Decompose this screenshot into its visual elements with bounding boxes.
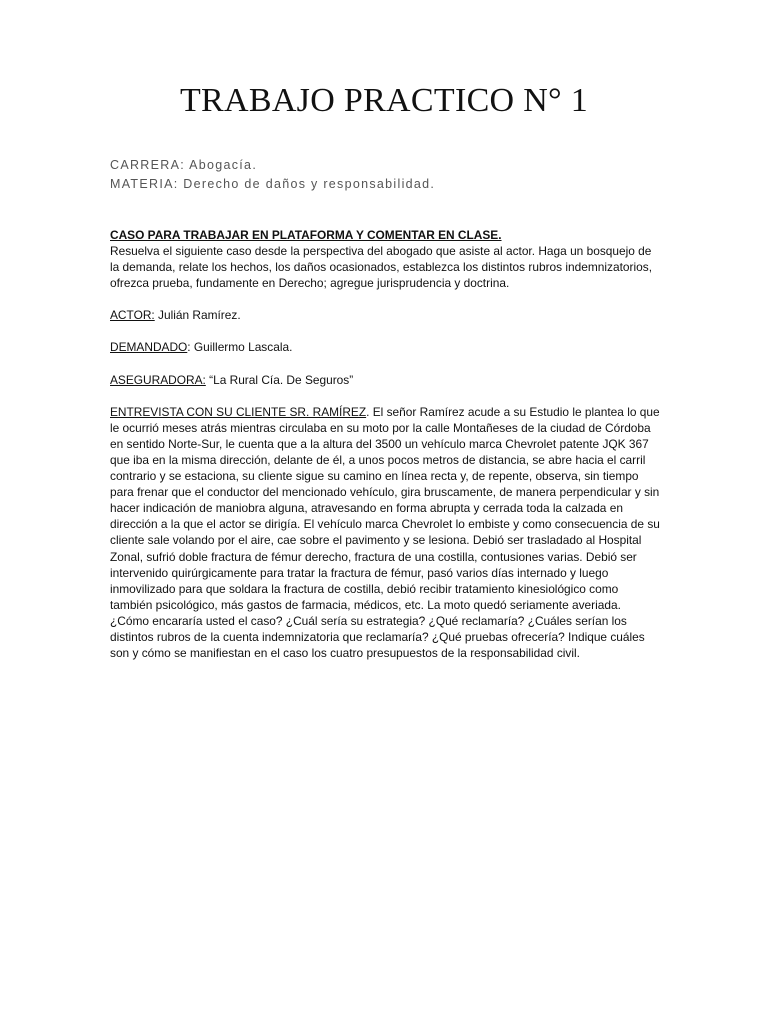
document-body (110, 227, 662, 661)
carrera-label: CARRERA: (110, 158, 185, 172)
actor-label: ACTOR: (110, 308, 155, 323)
actor-value: Julián Ramírez. (154, 308, 241, 323)
case-heading: CASO PARA TRABAJAR EN PLATAFORMA Y COMENTAR EN CLASE. (110, 228, 502, 242)
entrevista-label: ENTREVISTA CON SU CLIENTE SR. RAMÍREZ (110, 404, 367, 419)
actor-paragraph (110, 307, 662, 323)
carrera-value: Abogacía. (189, 158, 258, 172)
instructions-paragraph: Resuelva el siguiente caso desde la perspectiva del abogado que asiste al actor. Haga un bosquejo de la demanda, relate los hechos, los daños ocasionados, establezca los distintos rubros indemnizatorios, ofrezca prueba, fundamente en Derecho; agregue jurisprudencia y doctrina. (110, 244, 652, 291)
materia-value: Derecho de daños y responsabilidad. (183, 177, 436, 191)
course-info (110, 156, 670, 194)
demandado-label: DEMANDADO (110, 340, 188, 355)
aseguradora-paragraph (110, 372, 662, 388)
carrera-line (110, 156, 670, 175)
materia-line (110, 175, 670, 194)
aseguradora-value: “La Rural Cía. De Seguros” (205, 372, 354, 387)
questions-paragraph: ¿Cómo encararía usted el caso? ¿Cuál sería su estrategia? ¿Qué reclamaría? ¿Cuáles serían los distintos rubros de la cuenta indemnizatoria que reclamaría? ¿Qué pruebas ofrecería? Indique cuáles son y cómo se manifiestan en el caso los cuatro presupuestos de la responsabilidad civil. (110, 613, 645, 661)
entrevista-text: . El señor Ramírez acude a su Estudio le plantea lo que le ocurrió meses atrás mientras circulaba en su moto por la calle Montañeses de la ciudad de Córdoba en sentido Norte-Sur, le cuenta que a la altura del 3500 un vehículo marca Chevrolet patente JQK 367 que iba en la misma dirección, delante de él, a unos pocos metros de distancia, se abre hacia el carril contrario y se estaciona, su cliente sigue su camino en línea recta y, de repente, observa, sin tiempo para frenar que el conductor del mencionado vehículo, gira bruscamente, de manera perpendicular y sin hacer indicación de maniobra alguna, atravesando en forma abrupta y cerrada toda la calzada en dirección a la que el actor se dirigía. El vehículo marca Chevrolet lo embiste y como consecuencia de su cliente sale volando por el aire, cae sobre el pavimento y se lesiona. Debió ser trasladado al Hospital Zonal, sufrió doble fractura de fémur derecho, fractura de una costilla, contusiones varias. Debió ser intervenido quirúrgicamente para tratar la fractura de fémur, pasó varios días internado y luego inmovilizado para que soldara la fractura de costilla, debió recibir tratamiento kinesiológico como también psicológico, más gastos de farmacia, médicos, etc. La moto quedó seriamente averiada. (110, 404, 660, 612)
page-title: TRABAJO PRACTICO N° 1 (179, 82, 589, 119)
entrevista-paragraph (110, 404, 662, 613)
materia-label: MATERIA: (110, 177, 179, 191)
demandado-value: : Guillermo Lascala. (187, 340, 293, 355)
demandado-paragraph (110, 339, 662, 355)
aseguradora-label: ASEGURADORA: (110, 372, 206, 387)
case-heading-paragraph (110, 227, 662, 243)
